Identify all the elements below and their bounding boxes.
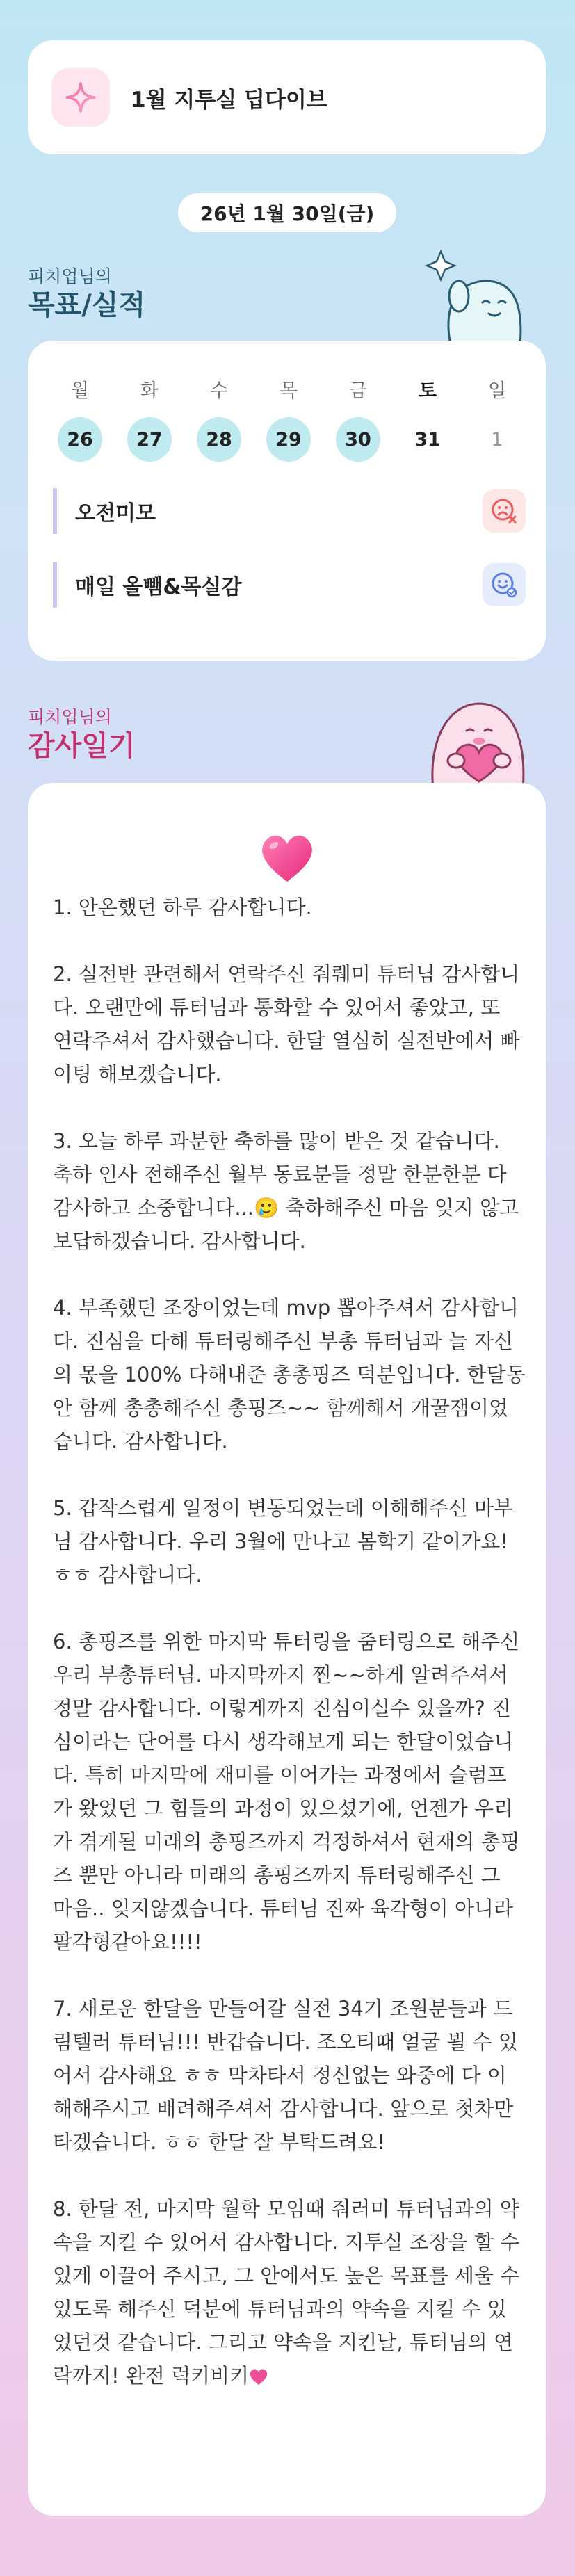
small-heart-icon bbox=[249, 2367, 268, 2385]
diary-entry: 7. 새로운 한달을 만들어갈 실전 34기 조원분들과 드림텔러 튜터님!!! 반갑습니다. 조오티때 얼굴 뵐 수 있어서 감사해요 ㅎㅎ 막차타서 정신없는 와중에 다 이해해주시고 배려해주셔서 감사합니다. 앞으로 첫차만 타겠습니다. ㅎㅎ 한달 잘 부탁드려요! bbox=[53, 1997, 520, 2154]
diary-entry: 4. 부족했던 조장이었는데 mvp 뽑아주셔서 감사합니다. 진심을 다해 튜터링해주신 부총 튜터님과 늘 자신의 몫을 100% 다해내준 총총핑즈 덕분입니다. 한달동안 함께 총총해주신 총핑즈~~ 함께해서 개꿀잼이었습니다. 감사합니다. bbox=[53, 1296, 526, 1453]
day-number: 1 bbox=[491, 428, 503, 451]
day-number: 31 bbox=[414, 428, 441, 451]
sparkle-icon bbox=[51, 68, 110, 127]
diary-section-subtitle: 피치업님의 bbox=[28, 707, 112, 727]
goal-row-daily[interactable] bbox=[53, 562, 526, 608]
diary-section-title: 감사일기 bbox=[28, 730, 136, 762]
goals-card bbox=[28, 341, 546, 661]
day-sun[interactable] bbox=[466, 375, 528, 462]
day-name: 금 bbox=[348, 380, 368, 402]
smile-face-check-icon bbox=[483, 563, 526, 606]
day-number: 29 bbox=[266, 417, 311, 462]
goals-section-subtitle: 피치업님의 bbox=[28, 266, 112, 286]
day-name: 일 bbox=[487, 380, 507, 402]
diary-entry: 6. 총핑즈를 위한 마지막 튜터링을 줌터링으로 해주신 우리 부총튜터님. 마지막까지 찐~~하게 알려주셔서 정말 감사합니다. 이렇게까지 진심이실수 있을까? 진심이라는 단어를 다시 생각해보게 되는 한달이었습니다. 특히 마지막에 재미를 이어가는 과정에서 슬럼프가 왔었던 그 힘들의 과정이 있으셨기에, 언젠가 우리가 겪게될 미래의 총핑즈까지 걱정하셔서 현재의 총핑즈 뿐만 아니라 미래의 총핑즈까지 튜터링해주신 그 마음.. 잊지않겠습니다. 튜터님 진짜 육각형이 아니라 팔각형같아요!!!! bbox=[53, 1630, 526, 1954]
header-title: 1월 지투실 딥다이브 bbox=[131, 87, 327, 113]
mascot-waving-icon bbox=[416, 248, 527, 345]
day-sat[interactable] bbox=[396, 375, 459, 462]
gratitude-diary-card bbox=[28, 783, 546, 2516]
sad-face-x-icon bbox=[483, 489, 526, 533]
day-wed[interactable] bbox=[188, 375, 250, 462]
day-name: 토 bbox=[418, 380, 437, 402]
day-mon[interactable] bbox=[49, 375, 111, 462]
diary-entries bbox=[53, 891, 526, 2392]
day-name: 화 bbox=[140, 380, 159, 402]
day-number: 27 bbox=[127, 417, 172, 462]
mascot-heart-icon bbox=[416, 692, 534, 790]
day-fri[interactable] bbox=[327, 375, 389, 462]
diary-entry: 2. 실전반 관련해서 연락주신 줘뤠미 튜터님 감사합니다. 오랜만에 튜터님과 통화할 수 있어서 좋았고, 또 연락주셔서 감사했습니다. 한달 열심히 실전반에서 빠이팅 해보겠습니다. bbox=[53, 962, 520, 1086]
deep-dive-header-card[interactable] bbox=[28, 40, 546, 154]
diary-entry: 3. 오늘 하루 과분한 축하를 많이 받은 것 같습니다. 축하 인사 전해주신 월부 동료분들 정말 한분한분 다 감사하고 소중합니다...🥲 축하해주신 마음 잊지 않고 보답하겠습니다. 감사합니다. bbox=[53, 1129, 526, 1253]
day-tue[interactable] bbox=[118, 375, 181, 462]
day-name: 수 bbox=[209, 380, 229, 402]
goal-label: 오전미모 bbox=[75, 501, 156, 526]
goal-label: 매일 올뺌&목실감 bbox=[75, 575, 242, 599]
day-number: 26 bbox=[58, 417, 102, 462]
heart-icon bbox=[259, 832, 316, 883]
day-number: 30 bbox=[336, 417, 380, 462]
diary-entry: 1. 안온했던 하루 감사합니다. bbox=[53, 896, 312, 919]
goal-row-morning[interactable] bbox=[53, 488, 526, 534]
week-calendar bbox=[49, 375, 528, 462]
day-name: 목 bbox=[279, 380, 298, 402]
day-thu[interactable] bbox=[257, 375, 320, 462]
diary-entry: 5. 갑작스럽게 일정이 변동되었는데 이해해주신 마부님 감사합니다. 우리 3월에 만나고 봄학기 같이가요! ㅎㅎ 감사합니다. bbox=[53, 1496, 515, 1587]
date-label: 26년 1월 30일(금) bbox=[178, 193, 396, 232]
goals-section-title: 목표/실적 bbox=[28, 289, 146, 321]
diary-entry: 8. 한달 전, 마지막 월학 모임때 줘러미 튜터님과의 약속을 지킬 수 있어서 감사합니다. 지투실 조장을 할 수 있게 이끌어 주시고, 그 안에서도 높은 목표를 세울 수 있도록 해주신 덕분에 튜터님과의 약속을 지킬 수 있었던것 같습니다. 그리고 약속을 지킨날, 튜터님의 연락까지! 완전 럭키비키 bbox=[53, 2197, 526, 2388]
day-number: 28 bbox=[197, 417, 241, 462]
day-name: 월 bbox=[70, 380, 90, 402]
